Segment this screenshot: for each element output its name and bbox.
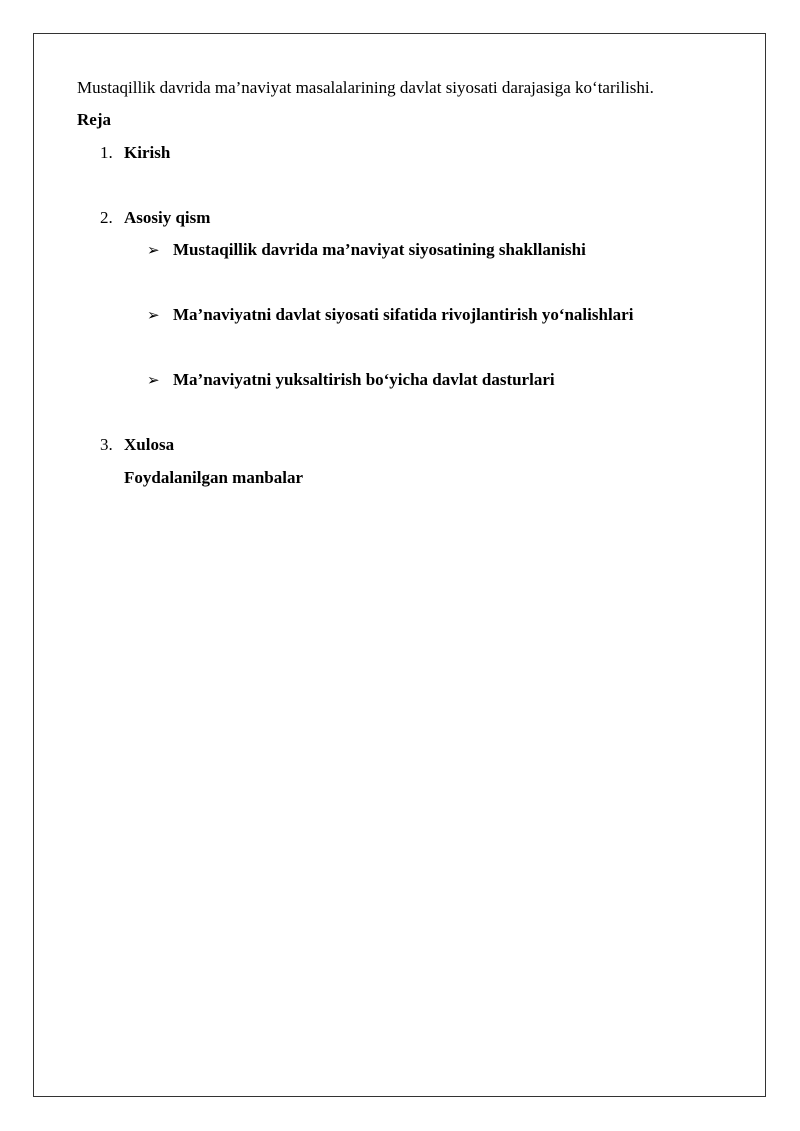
sub-item-directions <box>147 305 633 325</box>
list-item-label: Asosiy qism <box>124 208 211 227</box>
plan-heading: Reja <box>77 110 111 129</box>
list-item-introduction <box>100 143 170 163</box>
list-item-number: 3. <box>100 435 113 454</box>
sub-item-label: Mustaqillik davrida ma’naviyat siyosatining shakllanishi <box>173 240 586 259</box>
sub-item-programs <box>147 370 555 390</box>
sub-item-label: Ma’naviyatni yuksaltirish bo‘yicha davlat dasturlari <box>173 370 555 389</box>
list-item-label: Kirish <box>124 143 171 162</box>
list-item-number: 2. <box>100 208 113 227</box>
list-item-conclusion <box>100 435 174 455</box>
sub-item-label: Ma’naviyatni davlat siyosati sifatida rivojlantirish yo‘nalishlari <box>173 305 634 324</box>
list-item-number: 1. <box>100 143 113 162</box>
document-title: Mustaqillik davrida ma’naviyat masalalarining davlat siyosati darajasiga ko‘tarilishi. <box>77 78 654 97</box>
references-heading: Foydalanilgan manbalar <box>124 468 304 487</box>
sub-item-formation <box>147 240 586 260</box>
list-item-label: Xulosa <box>124 435 175 454</box>
arrow-bullet-icon: ➢ <box>147 241 160 259</box>
page-border <box>33 33 766 1097</box>
arrow-bullet-icon: ➢ <box>147 371 160 389</box>
arrow-bullet-icon: ➢ <box>147 306 160 324</box>
list-item-main-part <box>100 208 210 228</box>
